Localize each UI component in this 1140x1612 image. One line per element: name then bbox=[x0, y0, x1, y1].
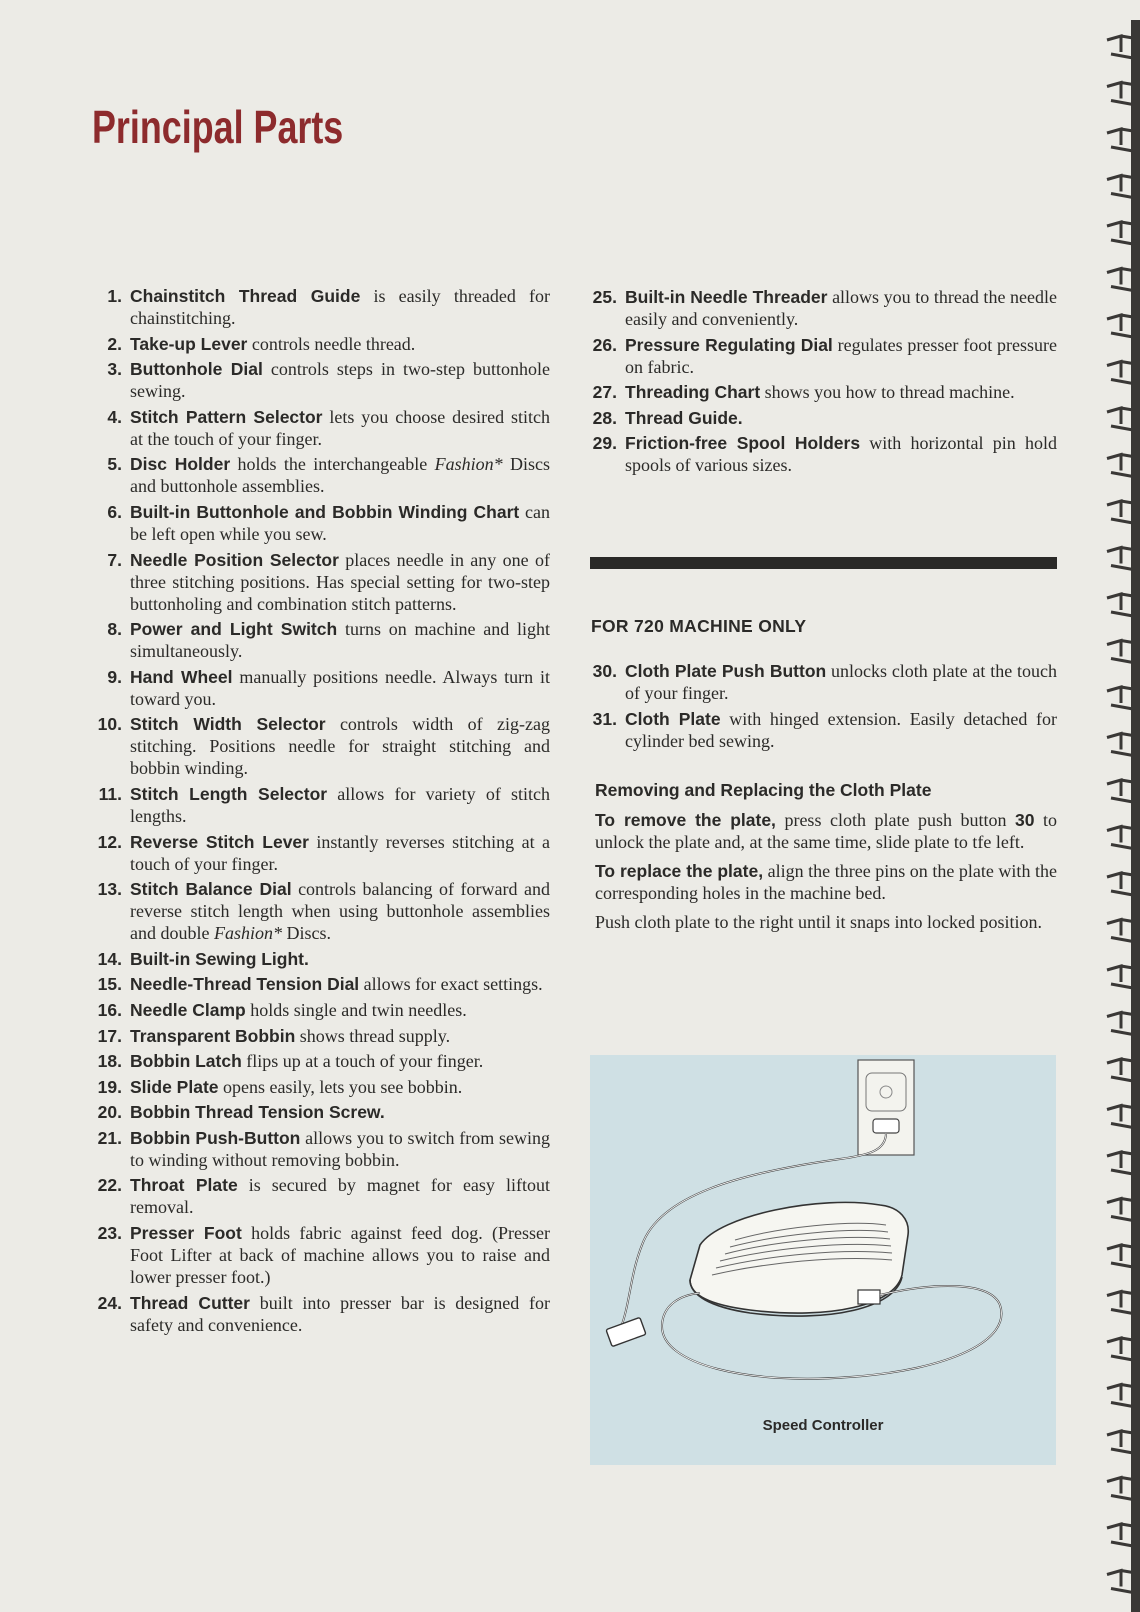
part-description: with horizontal pin hold spools of various sizes. bbox=[625, 433, 1057, 476]
part-item bbox=[90, 1222, 550, 1288]
part-number: 29. bbox=[592, 433, 617, 454]
part-name: Power and Light Switch bbox=[130, 619, 338, 640]
part-name: Slide Plate bbox=[130, 1076, 219, 1097]
binding-coil bbox=[1107, 548, 1133, 570]
part-name: Bobbin Push-Button bbox=[130, 1127, 301, 1148]
part-name: Presser Foot bbox=[130, 1223, 242, 1244]
part-item bbox=[585, 381, 1057, 403]
part-name: Stitch Width Selector bbox=[130, 714, 326, 735]
part-name: Needle Clamp bbox=[130, 999, 246, 1020]
part-description: regulates presser foot pressure on fabric. bbox=[625, 334, 1057, 377]
binding-coil bbox=[1107, 408, 1133, 430]
part-description: with hinged extension. Easily detached for cylinder bed sewing. bbox=[625, 708, 1057, 751]
part-name: Transparent Bobbin bbox=[130, 1025, 296, 1046]
part-name: Needle Position Selector bbox=[130, 549, 339, 570]
binding-coil bbox=[1107, 455, 1133, 477]
part-name: Cloth Plate Push Button bbox=[625, 661, 827, 681]
part-description-italic: Fashion* bbox=[434, 454, 503, 475]
binding-coil bbox=[1107, 269, 1133, 291]
part-item bbox=[90, 285, 550, 329]
part-description: controls balancing of forward and reverse stitch length when using buttonhole assemblies and double bbox=[130, 879, 550, 944]
part-name: Cloth Plate bbox=[625, 708, 721, 729]
part-item bbox=[90, 1025, 550, 1047]
parts-list bbox=[90, 285, 550, 1336]
binding-coil bbox=[1107, 1106, 1133, 1128]
part-name: Built-in Needle Threader bbox=[625, 287, 828, 307]
part-item bbox=[90, 501, 550, 545]
part-item bbox=[90, 1101, 550, 1123]
speed-controller-illustration bbox=[590, 1055, 1056, 1465]
part-description: shows thread supply. bbox=[295, 1025, 451, 1046]
remove-plate-paragraph bbox=[595, 809, 1057, 853]
parts-list bbox=[585, 286, 1057, 476]
part-name: Built-in Buttonhole and Bobbin Winding Chart bbox=[130, 501, 520, 522]
part-item bbox=[90, 973, 550, 995]
part-number: 13. bbox=[97, 879, 122, 900]
binding-coil bbox=[1107, 873, 1133, 895]
part-number: 15. bbox=[97, 974, 122, 995]
binding-coil bbox=[1107, 222, 1133, 244]
plug bbox=[873, 1119, 899, 1133]
part-number: 22. bbox=[97, 1175, 122, 1196]
part-name: Built-in Sewing Light. bbox=[130, 948, 309, 969]
part-description: unlocks cloth plate at the touch of your finger. bbox=[625, 661, 1057, 703]
part-item bbox=[90, 1292, 550, 1336]
spiral-binding bbox=[1103, 20, 1140, 1612]
machine-plug bbox=[606, 1317, 646, 1346]
part-number: 5. bbox=[107, 454, 122, 475]
part-description: Discs and buttonhole assemblies. bbox=[130, 454, 551, 497]
binding-coil bbox=[1107, 362, 1133, 384]
part-number: 11. bbox=[98, 783, 122, 804]
part-description: can be left open while you sew. bbox=[130, 501, 550, 544]
part-name: Reverse Stitch Lever bbox=[130, 831, 309, 852]
part-name: Thread Cutter bbox=[130, 1292, 250, 1313]
part-name: Take-up Lever bbox=[130, 333, 248, 354]
cloth-plate-instructions bbox=[595, 809, 1057, 940]
part-item bbox=[90, 406, 550, 450]
part-description: flips up at a touch of your finger. bbox=[241, 1051, 484, 1072]
part-description: holds the interchangeable bbox=[230, 454, 435, 475]
part-item bbox=[90, 358, 550, 402]
binding-coils bbox=[1107, 20, 1140, 1612]
push-button-number: 30 bbox=[1015, 810, 1035, 830]
section-heading: FOR 720 MACHINE ONLY bbox=[591, 616, 807, 636]
part-number: 20. bbox=[97, 1102, 122, 1123]
part-description: holds fabric against feed dog. (Presser Foot Lifter at back of machine allows you to raise and lower presser foot.) bbox=[130, 1223, 551, 1288]
part-name: Bobbin Latch bbox=[130, 1051, 242, 1072]
part-number: 14. bbox=[97, 948, 122, 969]
binding-coil bbox=[1107, 176, 1133, 198]
binding-coil bbox=[1107, 827, 1133, 849]
replace-plate-lead: To replace the plate, bbox=[595, 861, 764, 881]
part-name: Disc Holder bbox=[130, 454, 231, 475]
part-number: 23. bbox=[97, 1223, 122, 1244]
binding-spine bbox=[1131, 20, 1140, 1612]
part-name: Throat Plate bbox=[130, 1175, 238, 1196]
part-description: holds single and twin needles. bbox=[245, 999, 467, 1020]
figure-caption: Speed Controller bbox=[762, 1417, 884, 1434]
part-description: turns on machine and light simultaneously. bbox=[130, 619, 550, 662]
speed-controller-figure bbox=[590, 1055, 1056, 1465]
part-name: Stitch Balance Dial bbox=[130, 879, 292, 900]
part-name: Thread Guide. bbox=[625, 407, 743, 428]
cloth-plate-subheading: Removing and Replacing the Cloth Plate bbox=[595, 780, 932, 800]
part-description: built into presser bar is designed for safety and convenience. bbox=[130, 1292, 550, 1335]
binding-coil bbox=[1107, 1013, 1133, 1035]
part-number: 1. bbox=[107, 286, 122, 306]
part-name: Bobbin Thread Tension Screw. bbox=[130, 1102, 385, 1123]
part-item bbox=[585, 286, 1057, 330]
part-description: allows for exact settings. bbox=[359, 974, 543, 995]
part-name: Buttonhole Dial bbox=[130, 359, 263, 380]
remove-plate-text-end: to unlock the plate and, at the same time, slide plate to tfe left. bbox=[595, 810, 1057, 852]
part-number: 2. bbox=[107, 333, 122, 354]
page-title: Principal Parts bbox=[92, 101, 344, 153]
part-item bbox=[90, 666, 550, 710]
part-number: 7. bbox=[107, 549, 122, 570]
part-item bbox=[90, 831, 550, 875]
section-divider-bar bbox=[590, 557, 1057, 569]
binding-coil bbox=[1107, 1152, 1133, 1174]
binding-coil bbox=[1107, 734, 1133, 756]
binding-coil bbox=[1107, 315, 1133, 337]
part-item bbox=[90, 1127, 550, 1171]
part-number: 3. bbox=[107, 359, 122, 380]
part-item bbox=[90, 549, 550, 615]
binding-coil bbox=[1107, 780, 1133, 802]
part-name: Friction-free Spool Holders bbox=[625, 433, 861, 454]
part-item bbox=[90, 618, 550, 662]
part-description: is secured by magnet for easy liftout removal. bbox=[130, 1175, 550, 1218]
part-name: Stitch Length Selector bbox=[130, 783, 328, 804]
remove-plate-lead: To remove the plate, bbox=[595, 810, 776, 830]
part-number: 8. bbox=[107, 619, 122, 640]
part-description: allows you to thread the needle easily and conveniently. bbox=[625, 287, 1057, 329]
part-item bbox=[90, 999, 550, 1021]
binding-coil bbox=[1107, 594, 1133, 616]
binding-coil bbox=[1107, 1292, 1133, 1314]
part-description: allows for variety of stitch lengths. bbox=[130, 783, 551, 826]
part-name: Hand Wheel bbox=[130, 666, 233, 687]
part-description: is easily threaded for chainstitching. bbox=[130, 286, 550, 328]
part-description: controls needle thread. bbox=[247, 333, 416, 354]
part-number: 4. bbox=[107, 406, 122, 427]
binding-coil bbox=[1107, 966, 1133, 988]
part-number: 17. bbox=[97, 1025, 122, 1046]
binding-coil bbox=[1107, 1431, 1133, 1453]
binding-coil bbox=[1107, 1245, 1133, 1267]
part-item bbox=[90, 453, 550, 497]
part-number: 27. bbox=[592, 382, 617, 403]
part-number: 9. bbox=[107, 666, 122, 687]
binding-coil bbox=[1107, 1199, 1133, 1221]
push-plate-paragraph: Push cloth plate to the right until it snaps into locked position. bbox=[595, 912, 1042, 932]
part-number: 28. bbox=[592, 407, 617, 428]
binding-coil bbox=[1107, 1059, 1133, 1081]
part-name: Stitch Pattern Selector bbox=[130, 406, 323, 427]
part-description: shows you how to thread machine. bbox=[760, 382, 1015, 403]
part-description: controls width of zig-zag stitching. Positions needle for straight stitching and bobbin winding. bbox=[130, 714, 550, 779]
part-name: Threading Chart bbox=[625, 382, 761, 403]
binding-coil bbox=[1107, 36, 1133, 58]
part-item bbox=[90, 1050, 550, 1072]
part-number: 16. bbox=[97, 999, 122, 1020]
part-description: Discs. bbox=[282, 923, 331, 944]
part-description: allows you to switch from sewing to winding without removing bobbin. bbox=[130, 1127, 550, 1170]
part-name: Needle-Thread Tension Dial bbox=[130, 974, 360, 995]
binding-coil bbox=[1107, 501, 1133, 523]
part-number: 18. bbox=[97, 1051, 122, 1072]
part-number: 26. bbox=[592, 334, 617, 355]
part-item bbox=[90, 713, 550, 779]
part-number: 24. bbox=[97, 1292, 122, 1313]
part-number: 19. bbox=[97, 1076, 122, 1097]
parts-list-right bbox=[585, 286, 1057, 480]
binding-coil bbox=[1107, 687, 1133, 709]
part-number: 31. bbox=[592, 708, 617, 729]
part-name: Chainstitch Thread Guide bbox=[130, 286, 361, 306]
part-description: lets you choose desired stitch at the touch of your finger. bbox=[130, 406, 550, 449]
binding-coil bbox=[1107, 920, 1133, 942]
part-number: 25. bbox=[592, 287, 617, 307]
part-description: controls steps in two-step buttonhole sewing. bbox=[130, 359, 550, 402]
part-item bbox=[90, 1076, 550, 1098]
part-item bbox=[90, 948, 550, 970]
binding-coil bbox=[1107, 1524, 1133, 1546]
replace-plate-paragraph bbox=[595, 860, 1057, 904]
binding-coil bbox=[1107, 1338, 1133, 1360]
part-item bbox=[585, 660, 1057, 704]
part-number: 30. bbox=[592, 661, 617, 681]
binding-coil bbox=[1107, 1385, 1133, 1407]
part-description: places needle in any one of three stitching positions. Has special setting for two-step buttonholing and combination stitch patterns. bbox=[130, 549, 550, 614]
binding-coil bbox=[1107, 1478, 1133, 1500]
part-description-italic: Fashion* bbox=[213, 923, 282, 944]
part-item bbox=[585, 407, 1057, 429]
part-number: 12. bbox=[97, 831, 122, 852]
binding-coil bbox=[1107, 641, 1133, 663]
part-item bbox=[585, 432, 1057, 476]
parts-list-left bbox=[90, 285, 550, 1339]
part-name: Pressure Regulating Dial bbox=[625, 334, 833, 355]
binding-coil bbox=[1107, 1571, 1133, 1593]
part-number: 21. bbox=[97, 1127, 122, 1148]
remove-plate-text: press cloth plate push button bbox=[775, 810, 1015, 830]
part-description: instantly reverses stitching at a touch of your finger. bbox=[130, 831, 550, 874]
part-description: opens easily, lets you see bobbin. bbox=[218, 1076, 463, 1097]
binding-coil bbox=[1107, 129, 1133, 151]
parts-list bbox=[585, 660, 1057, 752]
part-item bbox=[90, 783, 550, 827]
part-description: manually positions needle. Always turn it toward you. bbox=[130, 666, 550, 709]
part-number: 10. bbox=[97, 714, 122, 735]
replace-plate-text: align the three pins on the plate with the corresponding holes in the machine bed. bbox=[595, 861, 1057, 903]
part-item bbox=[585, 708, 1057, 752]
part-item bbox=[90, 878, 550, 944]
part-item bbox=[585, 334, 1057, 378]
part-item bbox=[90, 1174, 550, 1218]
pedal-connector bbox=[858, 1290, 880, 1304]
part-item bbox=[90, 333, 550, 355]
machine-parts-list bbox=[585, 660, 1057, 755]
part-number: 6. bbox=[107, 501, 122, 522]
binding-coil bbox=[1107, 83, 1133, 105]
